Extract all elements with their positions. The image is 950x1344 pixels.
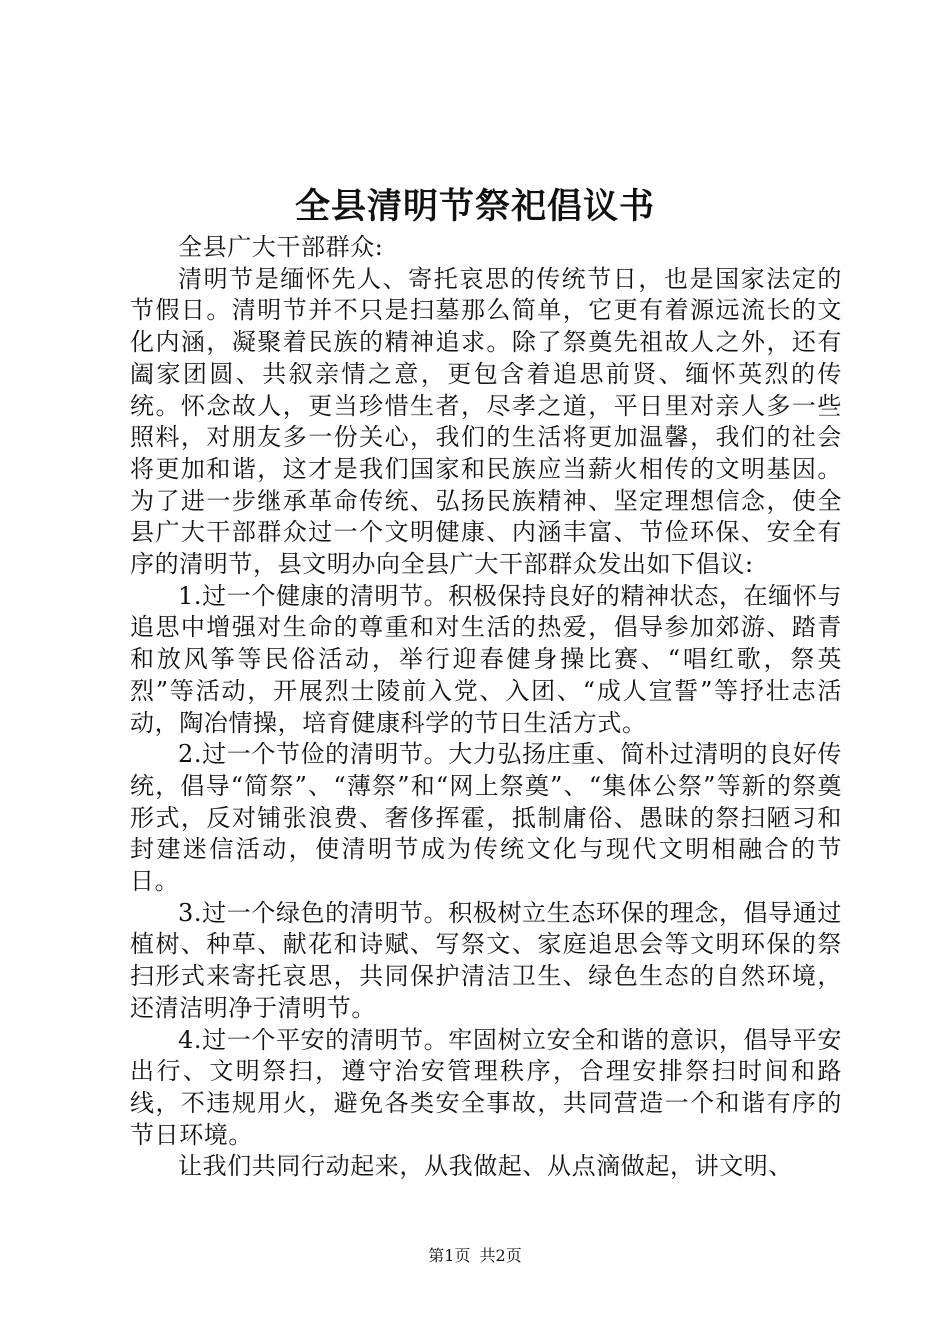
salutation: 全县广大干部群众: [178, 233, 384, 261]
paragraph-proposal-3: 3.过一个绿色的清明节。积极树立生态环保的理念，倡导通过植树、种草、献花和诗赋、写祭文、家庭追思会等文明环保的祭扫形式来寄托哀思，共同保护清洁卫生、绿色生态的自然环境，还清洁明净于清明节。 [130, 898, 842, 1022]
paragraph-closing: 让我们共同行动起来，从我做起、从点滴做起，讲文明、 [178, 1152, 793, 1181]
paragraph-proposal-4: 4.过一个平安的清明节。牢固树立安全和谐的意识，倡导平安出行、文明祭扫，遵守治安管理秩序，合理安排祭扫时间和路线，不违规用火，避免各类安全事故，共同营造一个和谐有序的节日环境。 [130, 1025, 842, 1149]
paragraph-proposal-2: 2.过一个节俭的清明节。大力弘扬庄重、简朴过清明的良好传统，倡导“简祭”、“薄祭”和“网上祭奠”、“集体公祭”等新的祭奠形式，反对铺张浪费、奢侈挥霍，抵制庸俗、愚昧的祭扫陋习和封建迷信活动，使清明节成为传统文化与现代文明相融合的节日。 [130, 740, 842, 896]
paragraph-intro: 清明节是缅怀先人、寄托哀思的传统节日，也是国家法定的节假日。清明节并不只是扫墓那么简单，它更有着源远流长的文化内涵，凝聚着民族的精神追求。除了祭奠先祖故人之外，还有阖家团圆、共叙亲情之意，更包含着追思前贤、缅怀英烈的传统。怀念故人，更当珍惜生者，尽孝之道，平日里对亲人多一些照料，对朋友多一份关心，我们的生活将更加温馨，我们的社会将更加和谐，这才是我们国家和民族应当薪火相传的文明基因。为了进一步继承革命传统、弘扬民族精神、坚定理想信念，使全县广大干部群众过一个文明健康、内涵丰富、节俭环保、安全有序的清明节，县文明办向全县广大干部群众发出如下倡议: [130, 264, 842, 579]
paragraph-proposal-1: 1.过一个健康的清明节。积极保持良好的精神状态，在缅怀与追思中增强对生命的尊重和对生活的热爱，倡导参加郊游、踏青和放风筝等民俗活动，举行迎春健身操比赛、“唱红歌，祭英烈”等活动，开展烈士陵前入党、入团、“成人宣誓”等抒壮志活动，陶冶情操，培育健康科学的节日生活方式。 [130, 581, 842, 737]
page-number-total: 共2页 [479, 1246, 522, 1265]
page-footer [0, 1244, 950, 1268]
document-body [130, 232, 842, 1183]
document-title: 全县清明节祭祀倡议书 [294, 187, 655, 227]
page-number-current: 第1页 [428, 1246, 471, 1265]
